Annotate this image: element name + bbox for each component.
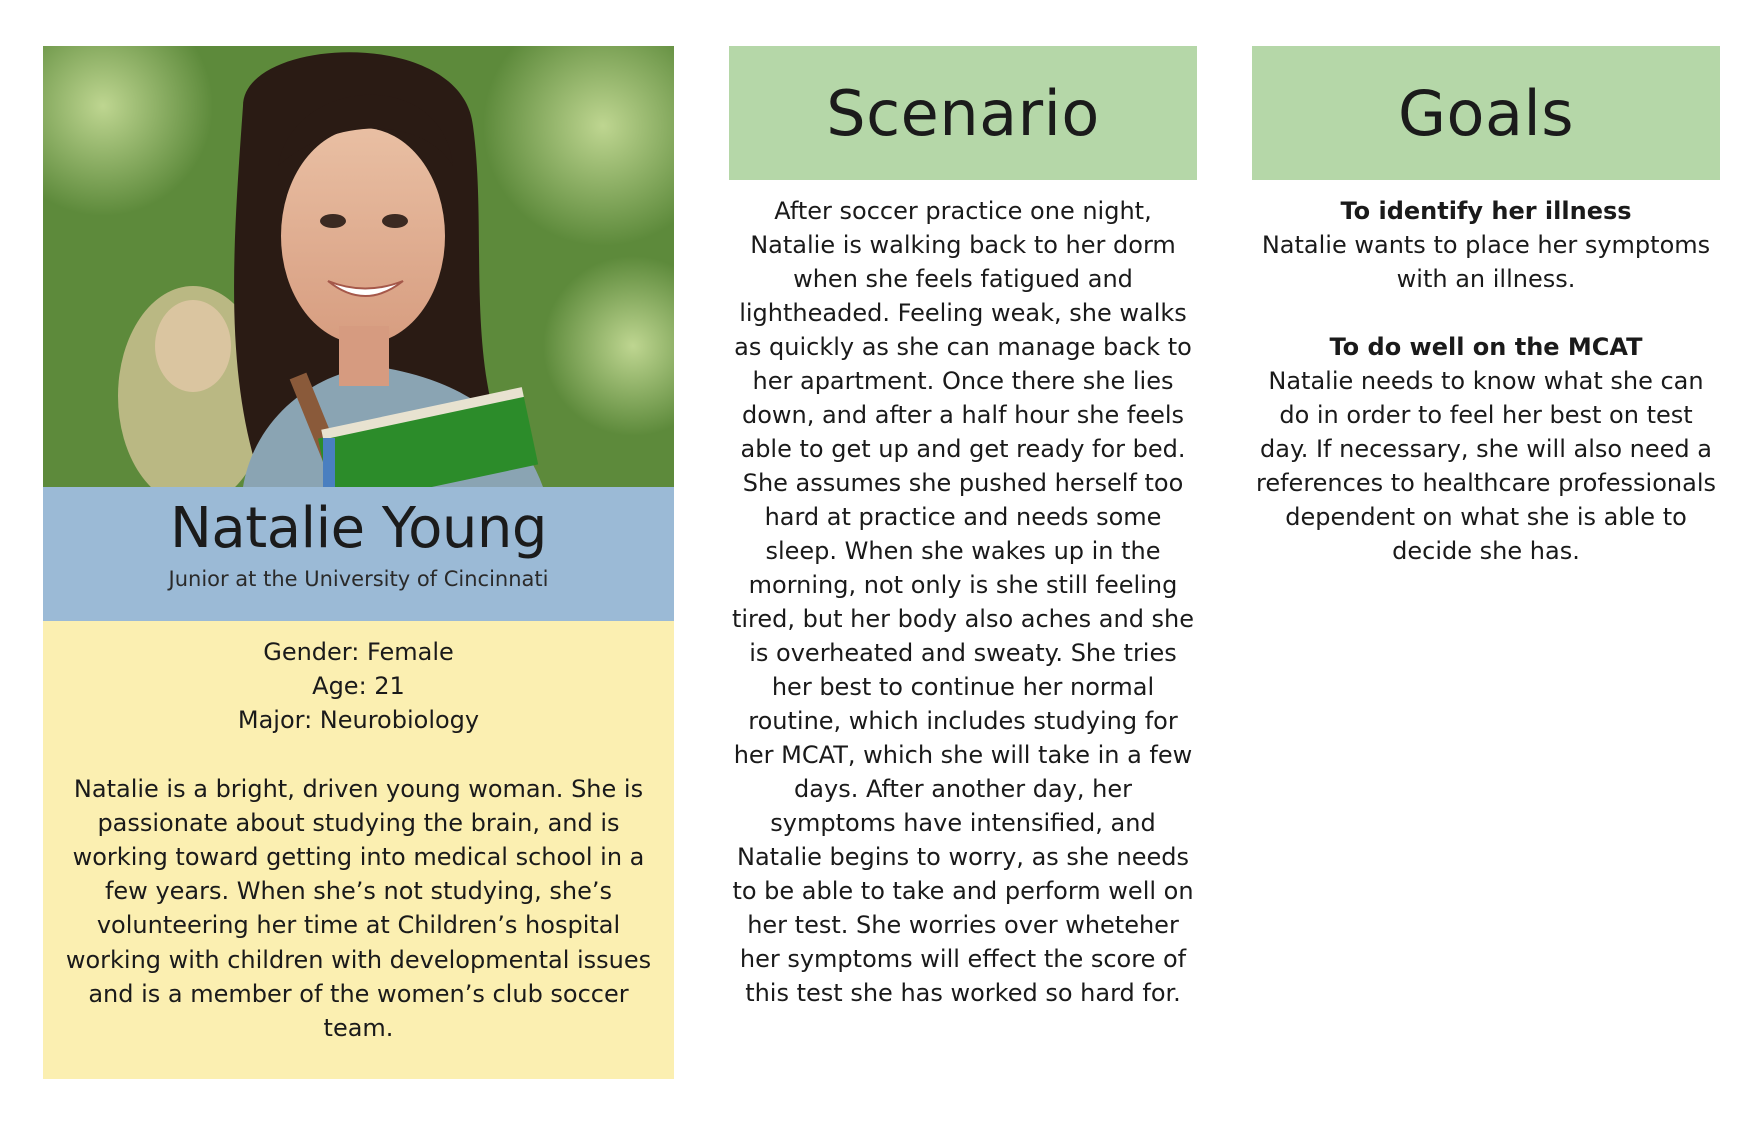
scenario-section [729, 46, 1197, 1010]
scenario-text: After soccer practice one night, Natalie is walking back to her dorm when she feels fatigued and lightheaded. Feeling weak, she walks as quickly as she can manage back to her apartment. Once there she lies down, and after a half hour she feels able to get up and get ready for bed. She assumes she pushed herself too hard at practice and needs some sleep. When she wakes up in the morning, not only is she still feeling tired, but her body also aches and she is overheated and sweaty. She tries her best to continue her normal routine, which includes studying for her MCAT, which she will take in a few days. After another day, her symptoms have intensified, and Natalie begins to worry, as she needs to be able to take and perform well on her test. She worries over wheteher her symptoms will effect the score of this test she has worked so hard for. [731, 197, 1195, 1007]
goal-text: Natalie wants to place her symptoms with an illness. [1261, 231, 1711, 293]
goal-item [1254, 330, 1718, 568]
major-fact: Major: Neurobiology [237, 706, 480, 735]
goal-item [1254, 194, 1718, 296]
persona-photo [43, 46, 674, 487]
scenario-heading: Scenario [729, 46, 1197, 180]
persona-bio: Natalie is a bright, driven young woman. She is passionate about studying the brain, and is working toward getting into medical school in a few years. When she’s not studying, she’s volunteering her time at Children’s hospital working with children with developmental issues and is a member of the women’s club soccer team. [65, 774, 652, 1043]
persona-info-box [43, 621, 674, 1079]
gender-fact: Gender: Female [263, 638, 454, 666]
persona-facts [43, 635, 674, 738]
goal-text: Natalie needs to know what she can do in order to feel her best on test day. If necessary, she will also need a references to healthcare professionals dependent on what she is able to decide she has. [1256, 367, 1716, 565]
goals-heading: Goals [1252, 46, 1720, 180]
goal-title: To identify her illness [1340, 197, 1632, 225]
persona-subtitle: Junior at the University of Cincinnati [168, 567, 549, 591]
goals-section [1252, 46, 1720, 602]
name-band [43, 487, 674, 621]
goals-list [1252, 194, 1720, 568]
age-fact: Age: 21 [312, 672, 405, 701]
persona-name: Natalie Young [170, 496, 547, 561]
persona-card [43, 46, 674, 1079]
goal-title: To do well on the MCAT [1329, 333, 1643, 361]
